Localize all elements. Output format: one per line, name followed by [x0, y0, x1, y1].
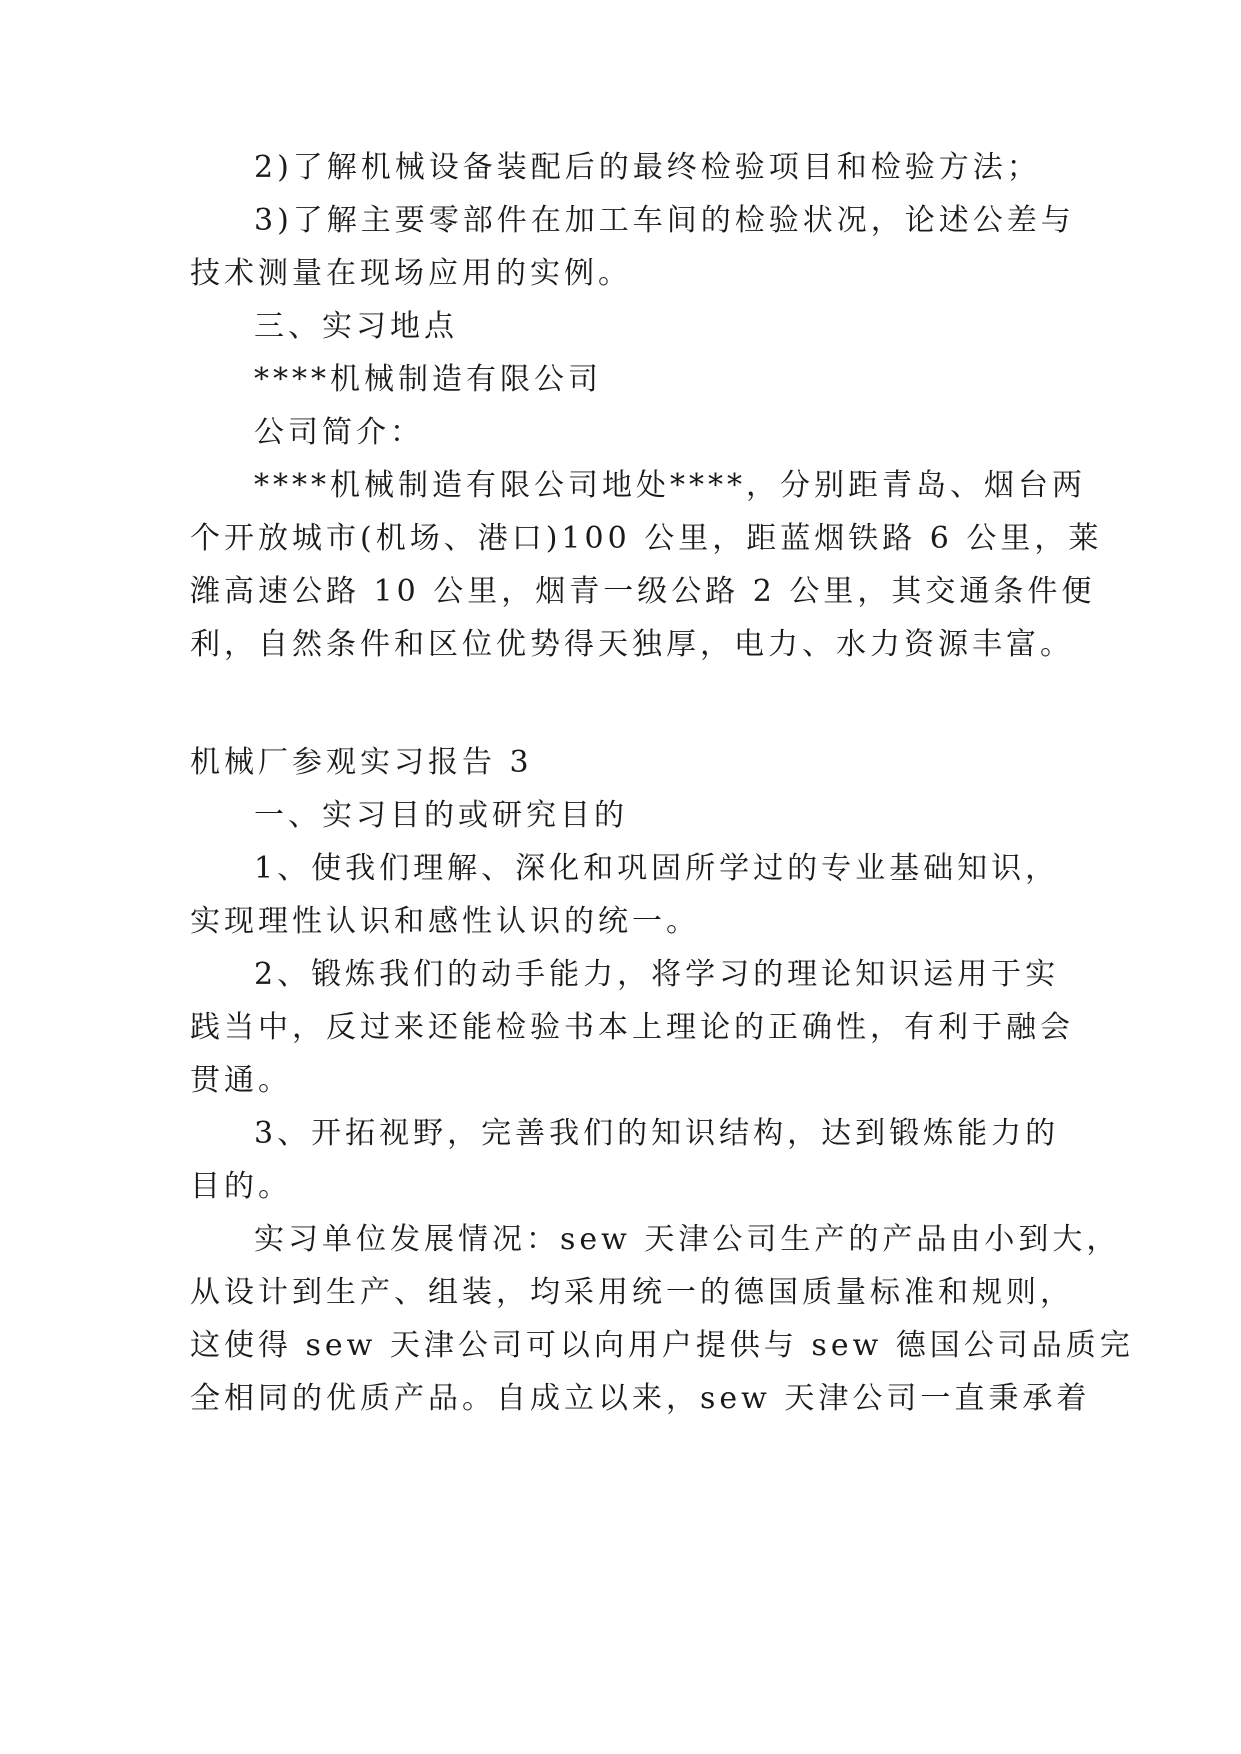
- section-heading: 三、实习地点: [254, 309, 458, 344]
- paragraph-line: 实习单位发展情况：sew 天津公司生产的产品由小到大，: [254, 1222, 1121, 1257]
- paragraph-line: 利，自然条件和区位优势得天独厚，电力、水力资源丰富。: [190, 627, 1074, 662]
- paragraph-line: 3、开拓视野，完善我们的知识结构，达到锻炼能力的: [254, 1116, 1060, 1151]
- paragraph-line: 贯通。: [190, 1063, 292, 1098]
- paragraph-line: 践当中，反过来还能检验书本上理论的正确性，有利于融会: [190, 1010, 1074, 1045]
- paragraph-line: 实现理性认识和感性认识的统一。: [190, 904, 700, 939]
- paragraph-line: 这使得 sew 天津公司可以向用户提供与 sew 德国公司品质完: [190, 1328, 1134, 1363]
- paragraph-line: 从设计到生产、组装，均采用统一的德国质量标准和规则，: [190, 1275, 1074, 1310]
- paragraph-line: 全相同的优质产品。自成立以来，sew 天津公司一直秉承着: [190, 1381, 1091, 1416]
- paragraph-line: 个开放城市(机场、港口)100 公里，距蓝烟铁路 6 公里，莱: [190, 521, 1103, 556]
- section-heading: 一、实习目的或研究目的: [254, 798, 628, 833]
- paragraph-line: ****机械制造有限公司地处****，分别距青岛、烟台两: [254, 468, 1086, 503]
- paragraph-line: 2)了解机械设备装配后的最终检验项目和检验方法；: [254, 150, 1041, 185]
- paragraph-line: 公司简介：: [254, 415, 424, 450]
- paragraph-line: ****机械制造有限公司: [254, 362, 602, 397]
- paragraph-line: 2、锻炼我们的动手能力，将学习的理论知识运用于实: [254, 957, 1060, 992]
- paragraph-line: 技术测量在现场应用的实例。: [190, 256, 632, 291]
- paragraph-line: 1、使我们理解、深化和巩固所学过的专业基础知识，: [254, 851, 1060, 886]
- report-title: 机械厂参观实习报告 3: [190, 745, 533, 780]
- paragraph-line: 目的。: [190, 1169, 292, 1204]
- paragraph-line: 潍高速公路 10 公里，烟青一级公路 2 公里，其交通条件便: [190, 574, 1096, 609]
- paragraph-line: 3)了解主要零部件在加工车间的检验状况，论述公差与: [254, 203, 1075, 238]
